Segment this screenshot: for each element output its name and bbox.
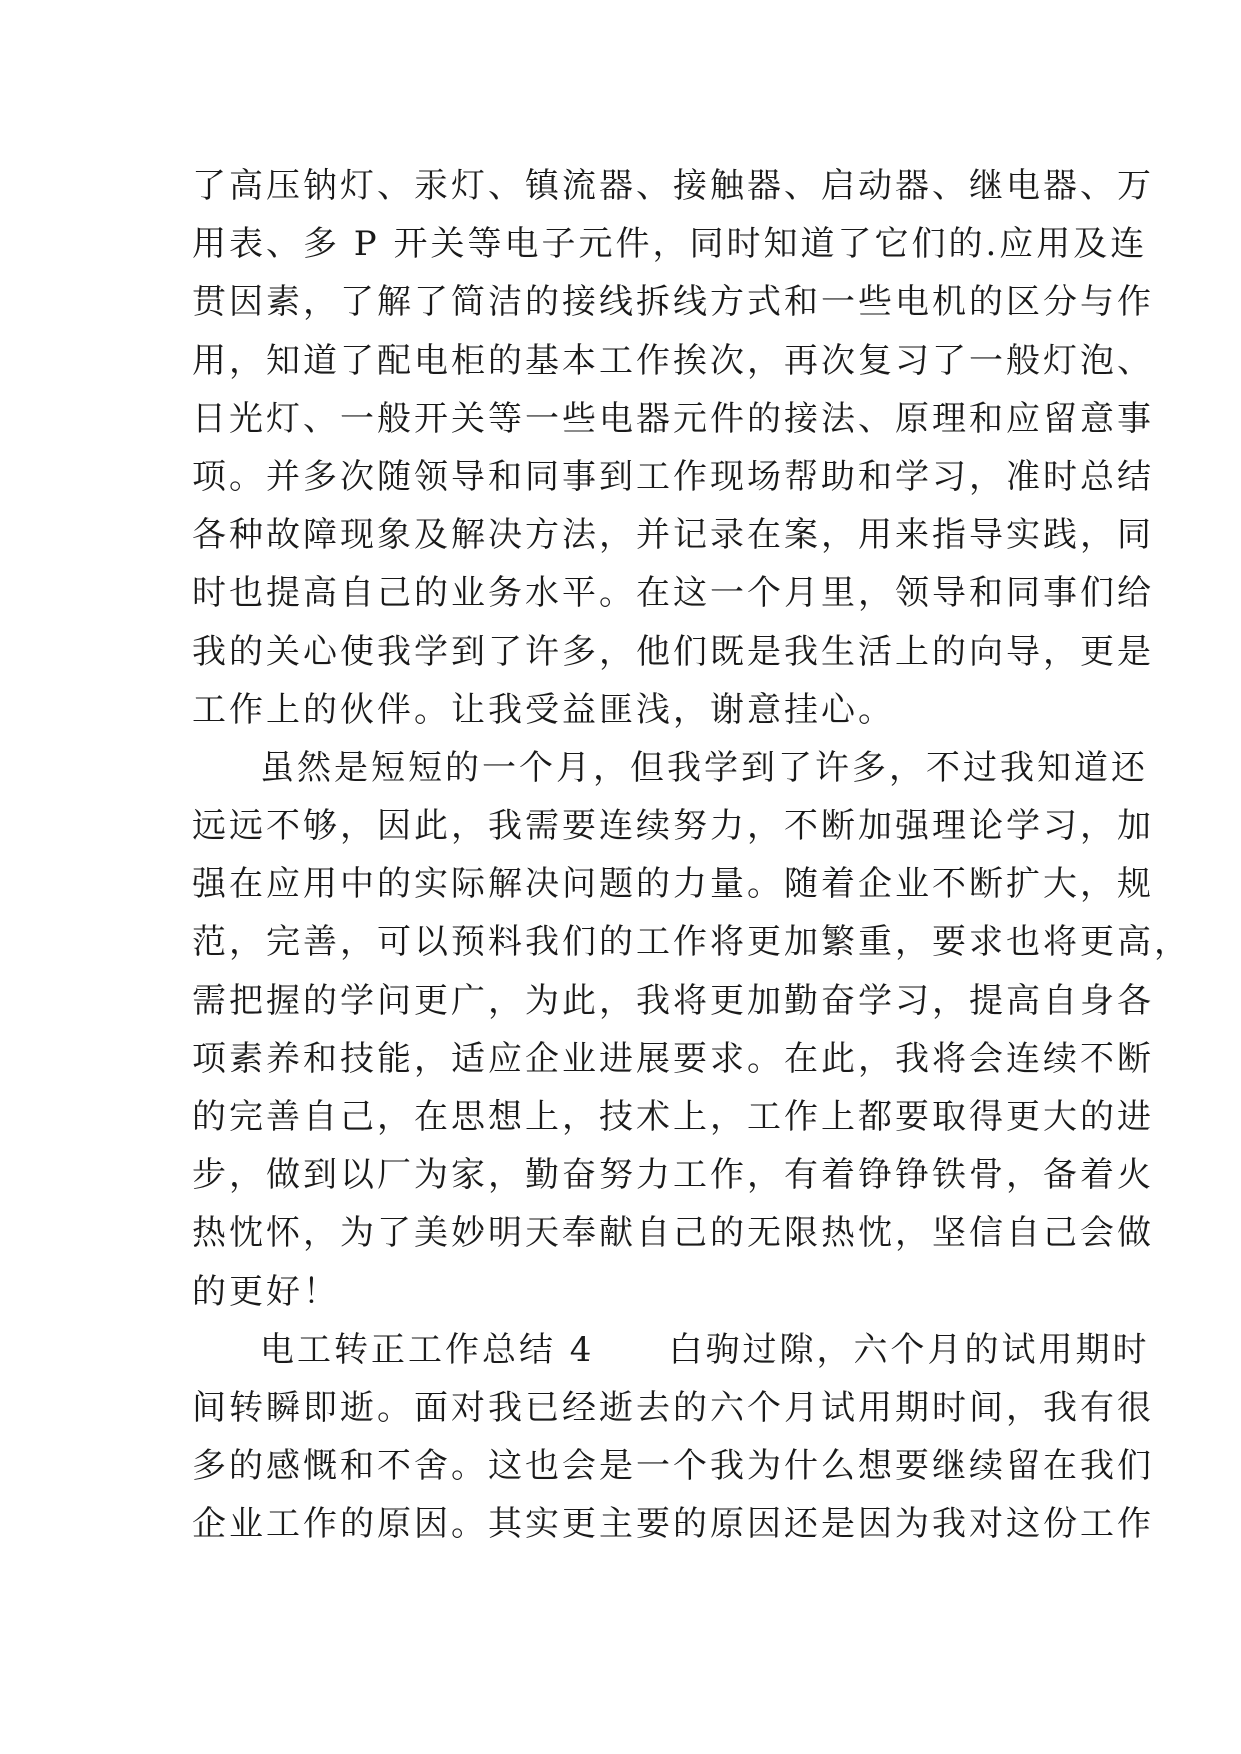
text-line: 的更好！	[192, 1271, 340, 1312]
text-line: 工作上的伙伴。让我受益匪浅，谢意挂心。	[192, 689, 895, 730]
text-line: 项。并多次随领导和同事到工作现场帮助和学习，准时总结	[192, 456, 1154, 497]
text-line: 热忱怀，为了美妙明天奉献自己的无限热忱，坚信自己会做	[192, 1213, 1154, 1254]
text-line: 项素养和技能，适应企业进展要求。在此，我将会连续不断	[192, 1038, 1154, 1079]
text-line: 各种故障现象及解决方法，并记录在案，用来指导实践，同	[192, 515, 1154, 556]
text-line: 企业工作的原因。其实更主要的原因还是因为我对这份工作	[192, 1504, 1154, 1545]
text-line: 间转瞬即逝。面对我已经逝去的六个月试用期时间，我有很	[192, 1387, 1154, 1428]
text-line: 多的感慨和不舍。这也会是一个我为什么想要继续留在我们	[192, 1446, 1154, 1487]
text-line: 的完善自己，在思想上，技术上，工作上都要取得更大的进	[192, 1097, 1154, 1137]
text-line: 需把握的学问更广，为此，我将更加勤奋学习，提高自身各	[192, 980, 1154, 1021]
text-line: 我的关心使我学到了许多，他们既是我生活上的向导，更是	[192, 631, 1154, 672]
text-line: 用，知道了配电柜的基本工作挨次，再次复习了一般灯泡、	[192, 340, 1154, 381]
section-heading-line: 电工转正工作总结 4 白驹过隙，六个月的试用期时	[260, 1329, 1150, 1370]
text-line: 了高压钠灯、汞灯、镇流器、接触器、启动器、继电器、万	[192, 166, 1154, 206]
body-text	[192, 157, 1191, 1554]
text-line: 范，完善，可以预料我们的工作将更加繁重，要求也将更高，	[192, 922, 1191, 963]
text-line: 用表、多 P 开关等电子元件，同时知道了它们的.应用及连	[192, 224, 1148, 265]
text-line: 步，做到以厂为家，勤奋努力工作，有着铮铮铁骨，备着火	[192, 1155, 1154, 1196]
text-line: 强在应用中的实际解决问题的力量。随着企业不断扩大，规	[192, 864, 1154, 905]
text-line: 日光灯、一般开关等一些电器元件的接法、原理和应留意事	[192, 398, 1154, 439]
text-line: 远远不够，因此，我需要连续努力，不断加强理论学习，加	[192, 806, 1154, 847]
paragraph-start-line: 虽然是短短的一个月，但我学到了许多，不过我知道还	[260, 747, 1148, 788]
text-line: 时也提高自己的业务水平。在这一个月里，领导和同事们给	[192, 573, 1154, 614]
text-line: 贯因素，了解了简洁的接线拆线方式和一些电机的区分与作	[192, 282, 1154, 323]
